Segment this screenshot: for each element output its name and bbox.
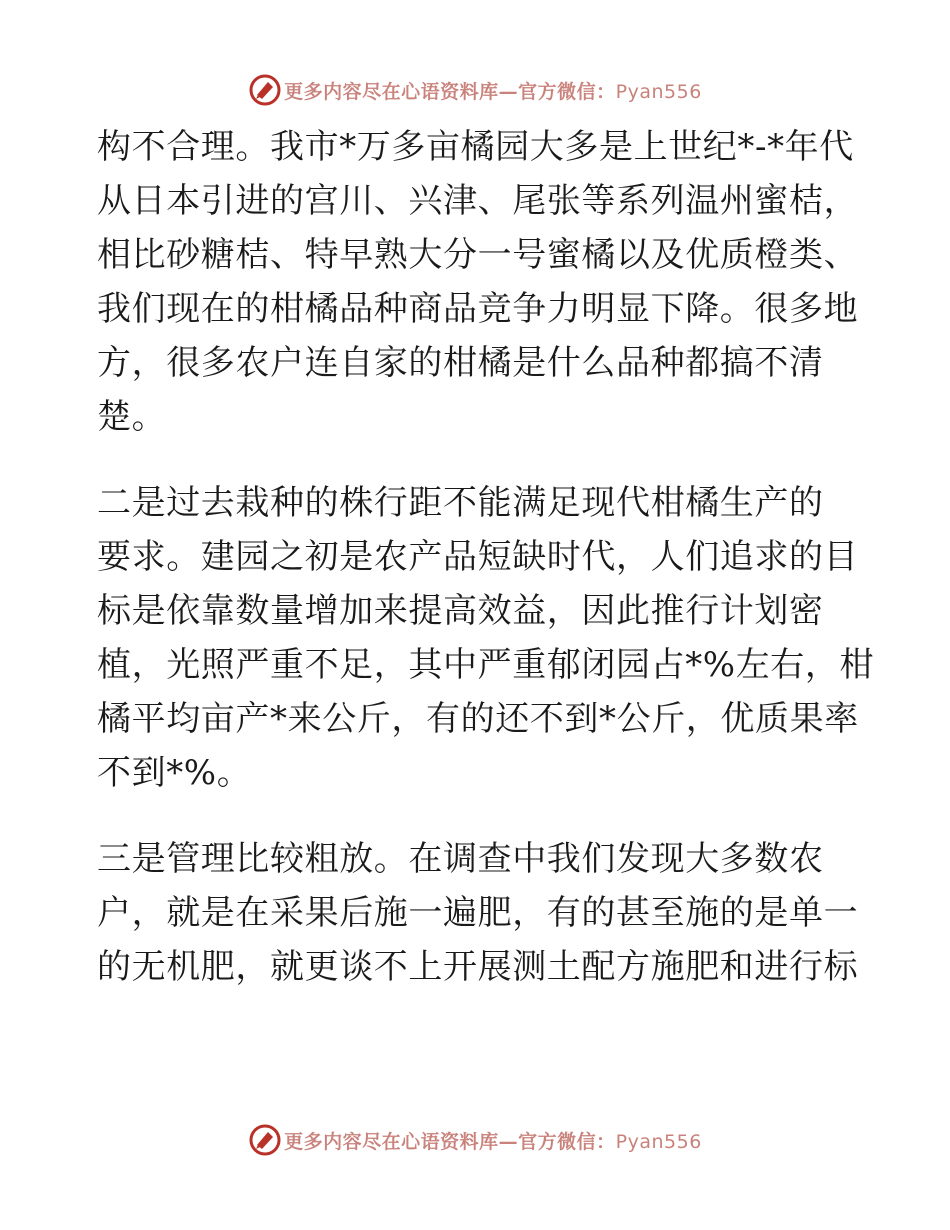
paragraph: [97, 476, 875, 800]
header-watermark: [0, 70, 950, 110]
text-line: 方，很多农户连自家的柑橘是什么品种都搞不清: [97, 343, 824, 383]
footer-watermark: [0, 1120, 950, 1160]
text-line: 户，就是在采果后施一遍肥，有的甚至施的是单一: [97, 893, 859, 933]
text-line: 三是管理比较粗放。在调查中我们发现大多数农: [97, 839, 824, 879]
paragraph: [97, 832, 859, 994]
paragraph: [97, 120, 859, 444]
watermark-text: 更多内容尽在心语资料库—官方微信：Pyan556: [284, 80, 702, 103]
text-line: 相比砂糖桔、特早熟大分一号蜜橘以及优质橙类、: [97, 235, 859, 275]
text-line: 要求。建园之初是农产品短缺时代，人们追求的目: [97, 537, 859, 577]
text-line: 的无机肥，就更谈不上开展测土配方施肥和进行标: [97, 947, 859, 987]
text-line: 我们现在的柑橘品种商品竞争力明显下降。很多地: [97, 289, 859, 329]
watermark-text: 更多内容尽在心语资料库—官方微信：Pyan556: [284, 1130, 702, 1153]
text-line: 植，光照严重不足，其中严重郁闭园占*%左右，柑: [97, 645, 875, 685]
document-body: [97, 120, 875, 994]
text-line: 楚。: [97, 397, 167, 437]
text-line: 二是过去栽种的株行距不能满足现代柑橘生产的: [97, 483, 824, 523]
text-line: 标是依靠数量增加来提高效益，因此推行计划密: [97, 591, 824, 631]
text-line: 橘平均亩产*来公斤，有的还不到*公斤，优质果率: [97, 699, 859, 739]
text-line: 不到*%。: [97, 753, 252, 793]
logo-icon: [248, 1123, 282, 1157]
text-line: 构不合理。我市*万多亩橘园大多是上世纪*-*年代: [97, 127, 854, 167]
logo-icon: [248, 73, 282, 107]
text-line: 从日本引进的宫川、兴津、尾张等系列温州蜜桔，: [97, 181, 859, 221]
